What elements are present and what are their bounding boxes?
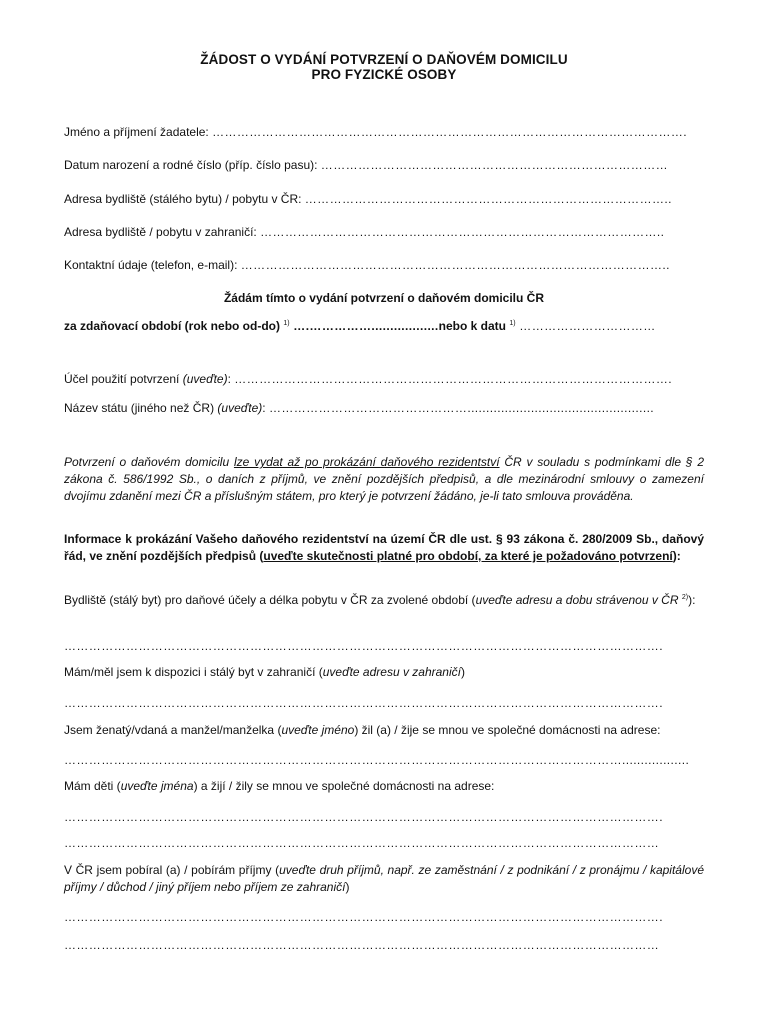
date-dots: ……………………………	[515, 319, 656, 333]
income-answer-line-1[interactable]: ……………………………………………………………………………………………………………………………….	[64, 910, 663, 924]
date-footnote: 1)	[509, 320, 516, 327]
address-abroad-field-dots: ……………………………………………………………………………………..	[260, 225, 665, 239]
abroad-flat-answer-line[interactable]: ……………………………………………………………………………………………………………………………….	[64, 696, 663, 710]
document-title: ŽÁDOST O VYDÁNÍ POTVRZENÍ O DAŇOVÉM DOMICILU	[200, 52, 568, 67]
purpose-label-hint: (uveďte)	[182, 372, 228, 386]
period-footnote: 1)	[283, 320, 290, 327]
question-children	[64, 778, 704, 795]
state-field[interactable]	[64, 401, 704, 415]
state-dots: …………………………………………..................................................	[268, 401, 655, 415]
info-heading-underlined: uveďte skutečnosti platné pro období, za které je požadováno potvrzení	[263, 549, 673, 563]
question-abroad-flat	[64, 664, 704, 681]
purpose-dots: …………………………………………………………………………………………….	[234, 372, 672, 386]
q1-hint: uveďte adresu a dobu strávenou v ČR	[475, 593, 679, 607]
q4-text-a: Mám děti (	[64, 779, 121, 793]
period-label: za zdaňovací období (rok nebo od-do)	[64, 319, 284, 333]
period-field[interactable]	[64, 319, 704, 333]
q2-text: Mám/měl jsem k dispozici i stálý byt v zahraničí (	[64, 665, 323, 679]
name-field-label: Jméno a příjmení žadatele:	[64, 125, 213, 139]
q3-text-b: ) žil (a) / žije se mnou ve společné domácnosti na adrese:	[354, 723, 661, 737]
notice-text-end: ČR v souladu s podmínkami dle § 2 zákona č. 586/1992 Sb., o daních z příjmů, ve znění pozdějších předpisů, a dle mezinárodní smlouvy o zamezení dvojímu zdanění mezi ČR a příslušným státem, pro který je potvrzení žádáno, je-li tato smlouva prováděna.	[64, 455, 704, 503]
birth-field-label: Datum narození a rodné číslo (příp. číslo pasu):	[64, 158, 321, 172]
purpose-label: Účel použití potvrzení	[64, 372, 183, 386]
info-heading-end: ):	[672, 549, 681, 563]
q1-text: Bydliště (stálý byt) pro daňové účely a délka pobytu v ČR za zvolené období (	[64, 593, 476, 607]
q1-end: ):	[688, 593, 696, 607]
address-abroad-field-label: Adresa bydliště / pobytu v zahraničí:	[64, 225, 261, 239]
birth-field[interactable]	[64, 158, 704, 172]
income-answer-line-2[interactable]: ………………………………………………………………………………………………………………………………	[64, 938, 660, 952]
notice-paragraph	[64, 454, 704, 505]
residence-answer-line[interactable]: ……………………………………………………………………………………………………………………………….	[64, 639, 663, 653]
name-field[interactable]	[64, 125, 704, 139]
q4-text-b: ) a žijí / žily se mnou ve společné domácnosti na adrese:	[193, 779, 495, 793]
q2-end: )	[460, 665, 465, 679]
name-field-dots: …………………………………………………………………………………………………….	[212, 125, 688, 139]
info-heading	[64, 531, 704, 565]
address-cz-field-dots: ……………………………………………………………………………..	[304, 192, 672, 206]
state-label-hint: (uveďte)	[217, 401, 263, 415]
contact-field[interactable]	[64, 258, 704, 272]
state-label: Název státu (jiného než ČR)	[64, 401, 218, 415]
q4-hint: uveďte jména	[120, 779, 194, 793]
children-answer-line-2[interactable]: ………………………………………………………………………………………………………………………………	[64, 836, 660, 850]
date-label: nebo k datu	[438, 319, 510, 333]
address-abroad-field[interactable]	[64, 225, 704, 239]
address-cz-field[interactable]	[64, 192, 704, 206]
notice-text-start: Potvrzení o daňovém domicilu	[64, 455, 234, 469]
q5-text: V ČR jsem pobíral (a) / pobírám příjmy (	[64, 863, 280, 877]
children-answer-line-1[interactable]: ……………………………………………………………………………………………………………………………….	[64, 810, 663, 824]
purpose-field[interactable]	[64, 372, 704, 386]
question-spouse	[64, 722, 704, 739]
q3-text-a: Jsem ženatý/vdaná a manžel/manželka (	[64, 723, 282, 737]
address-cz-field-label: Adresa bydliště (stálého bytu) / pobytu v ČR:	[64, 192, 305, 206]
info-heading-text: Informace k prokázání Vašeho daňového rezidentství na území ČR dle ust. § 93 zákona č. 280/2009 Sb., daňový řád, ve znění pozdějších předpisů (	[64, 532, 704, 563]
q1-footnote: 2)	[681, 594, 689, 601]
question-residence	[64, 592, 704, 609]
q2-hint: uveďte adresu v zahraničí	[322, 665, 461, 679]
state-colon: :	[262, 401, 269, 415]
contact-field-dots: …………………………………………………………………………………………..	[240, 258, 670, 272]
question-income	[64, 862, 704, 896]
q3-hint: uveďte jméno	[281, 723, 355, 737]
request-heading: Žádám tímto o vydání potvrzení o daňovém domicilu ČR	[223, 291, 545, 305]
q5-hint: uveďte druh příjmů, např. ze zaměstnání / z podnikání / z pronájmu / kapitálové příjmy / důchod / jiný příjem nebo příjem ze zahraničí	[64, 863, 704, 894]
notice-underlined: lze vydat až po prokázání daňového rezidentství	[233, 455, 500, 469]
period-dots: ….……………..................	[289, 319, 439, 333]
contact-field-label: Kontaktní údaje (telefon, e-mail):	[64, 258, 241, 272]
birth-field-dots: …………………………………………………………………………	[320, 158, 668, 172]
document-subtitle: PRO FYZICKÉ OSOBY	[311, 67, 457, 82]
purpose-colon: :	[227, 372, 235, 386]
q5-end: )	[345, 880, 350, 894]
spouse-answer-line[interactable]: ………………………………………………………………………………………………………………………..................	[64, 753, 690, 767]
